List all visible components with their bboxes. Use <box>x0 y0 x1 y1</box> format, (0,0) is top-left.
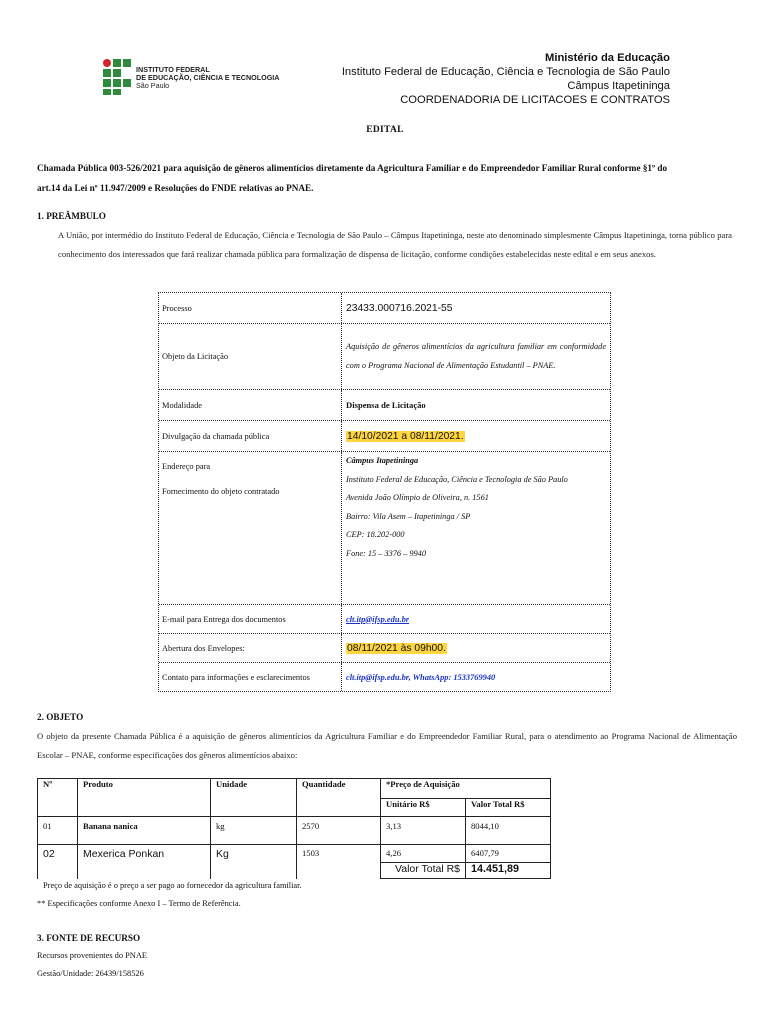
row-2-produto: Mexerica Ponkan <box>78 845 211 879</box>
row-2-unidade: Kg <box>211 845 297 879</box>
objeto-heading: 2. OBJETO <box>37 712 84 722</box>
info-row-email <box>159 605 610 634</box>
campus-name: Câmpus Itapetininga <box>567 80 670 92</box>
email-label: E-mail para Entrega dos documentos <box>159 605 342 633</box>
contato-link[interactable]: clt.itp@ifsp.edu.br, WhatsApp: 1533769940 <box>346 672 496 682</box>
info-table <box>158 292 611 692</box>
note-preco: Preço de aquisição é o preço a ser pago ao fornecedor da agricultura familiar. <box>43 881 302 890</box>
preambulo-text: A União, por intermédio do Instituto Federal de Educação, Ciência e Tecnologia de São Paulo – Câmpus Itapetininga, neste ato denominado simplesmente Câmpus Itapetininga, torna público para conhecimento dos interessados que fará realizar chamada pública para formalização de dispensa de licitação, conforme condições estabelecidas neste edital e em seus anexos. <box>58 230 732 259</box>
institute-name: Instituto Federal de Educação, Ciência e Tecnologia de São Paulo <box>341 66 670 78</box>
product-table <box>37 778 551 879</box>
table-header-row <box>38 779 551 799</box>
row-1-valor-total: 8044,10 <box>466 817 551 845</box>
endereco-cep: CEP: 18.202-000 <box>346 530 405 540</box>
endereco-label-line-2: Fornecimento do objeto contratado <box>162 487 280 496</box>
row-2-numero: 02 <box>38 845 78 879</box>
header-unidade: Unidade <box>211 779 297 817</box>
info-row-modalidade <box>159 390 610 421</box>
row-1-produto: Banana nanica <box>78 817 211 845</box>
endereco-campus: Câmpus Itapetininga <box>346 456 419 465</box>
header-quantidade: Quantidade <box>297 779 381 817</box>
info-row-divulgacao <box>159 421 610 452</box>
row-1-unitario: 3,13 <box>381 817 466 845</box>
objeto-text: O objeto da presente Chamada Pública é a aquisição de gêneros alimentícios da Agricultura Familiar e do Empreendedor Familiar Rural, para o atendimento ao Programa Nacional de Alimentação Escolar – PNAE, conforme especificações dos gêneros alimentícios abaixo: <box>37 731 737 760</box>
logo-line-3: São Paulo <box>136 81 170 91</box>
modalidade-label: Modalidade <box>159 390 342 420</box>
table-row <box>38 817 551 845</box>
info-row-abertura <box>159 634 610 663</box>
endereco-street: Avenida João Olímpio de Oliveira, n. 1561 <box>346 493 489 503</box>
header-valor-total: Valor Total R$ <box>466 799 551 817</box>
endereco-bairro: Bairro: Vila Asem – Itapetininga / SP <box>346 511 471 521</box>
row-1-unidade: kg <box>211 817 297 845</box>
row-2-quantidade: 1503 <box>297 845 381 879</box>
divulgacao-value: 14/10/2021 a 08/11/2021. <box>347 430 464 442</box>
header-unitario: Unitário R$ <box>381 799 466 817</box>
total-label: Valor Total R$ <box>381 863 466 879</box>
page-title: EDITAL <box>366 125 404 135</box>
objeto-label: Objeto da Licitação <box>159 324 342 389</box>
preambulo-heading: 1. PREÂMBULO <box>37 211 106 221</box>
department-name: COORDENADORIA DE LICITACOES E CONTRATOS <box>400 94 670 106</box>
ifsp-logo-icon <box>103 59 133 95</box>
fonte-line-2: Gestão/Unidade: 26439/158526 <box>37 969 144 978</box>
header-produto: Produto <box>78 779 211 817</box>
objeto-value: Aquisição de gêneros alimentícios da agricultura familiar em conformidade com o Programa Nacional de Alimentação Estudantil – PNAE. <box>346 341 606 370</box>
endereco-label <box>159 452 342 604</box>
subject-line-1: Chamada Pública 003-526/2021 para aquisição de gêneros alimentícios diretamente da Agricultura Familiar e do Empreendedor Familiar Rural conforme §1º do <box>37 163 668 173</box>
email-link[interactable]: clt.itp@ifsp.edu.br <box>346 614 410 624</box>
logo-line-2: DE EDUCAÇÃO, CIÊNCIA E TECNOLOGIA <box>136 73 280 83</box>
endereco-value <box>342 452 610 604</box>
total-value: 14.451,89 <box>466 863 551 879</box>
divulgacao-label: Divulgação da chamada pública <box>159 421 342 451</box>
row-1-numero: 01 <box>38 817 78 845</box>
info-row-contato <box>159 663 610 691</box>
endereco-label-line-1: Endereço para <box>162 462 211 471</box>
abertura-value: 08/11/2021 às 09h00. <box>347 642 446 654</box>
ministry-name: Ministério da Educação <box>545 52 670 64</box>
note-especificacoes: ** Especificações conforme Anexo I – Termo de Referência. <box>37 899 241 908</box>
subject-heading <box>37 158 737 198</box>
modalidade-value: Dispensa de Licitação <box>346 400 426 410</box>
logo-line-1: INSTITUTO FEDERAL <box>136 65 210 74</box>
info-row-endereco <box>159 452 610 605</box>
row-2-valor-total: 6407,79 <box>466 845 551 863</box>
abertura-label: Abertura dos Envelopes: <box>159 634 342 662</box>
subject-line-2: art.14 da Lei nº 11.947/2009 e Resoluções do FNDE relativas ao PNAE. <box>37 183 314 193</box>
info-row-objeto <box>159 324 610 390</box>
contato-label: Contato para informações e esclarecimentos <box>159 663 342 691</box>
endereco-phone: Fone: 15 – 3376 – 9940 <box>346 548 426 558</box>
logo-text <box>136 66 280 91</box>
table-row <box>38 845 551 863</box>
processo-label: Processo <box>159 293 342 323</box>
info-row-processo <box>159 293 610 324</box>
processo-value: 23433.000716.2021-55 <box>346 302 453 314</box>
header-numero: Nº <box>38 779 78 817</box>
row-2-unitario: 4,26 <box>381 845 466 863</box>
header-preco: *Preço de Aquisição <box>381 779 551 799</box>
fonte-line-1: Recursos provenientes do PNAE <box>37 951 148 960</box>
row-1-quantidade: 2570 <box>297 817 381 845</box>
fonte-heading: 3. FONTE DE RECURSO <box>37 933 141 943</box>
endereco-institute: Instituto Federal de Educação, Ciência e Tecnologia de São Paulo <box>346 474 568 484</box>
